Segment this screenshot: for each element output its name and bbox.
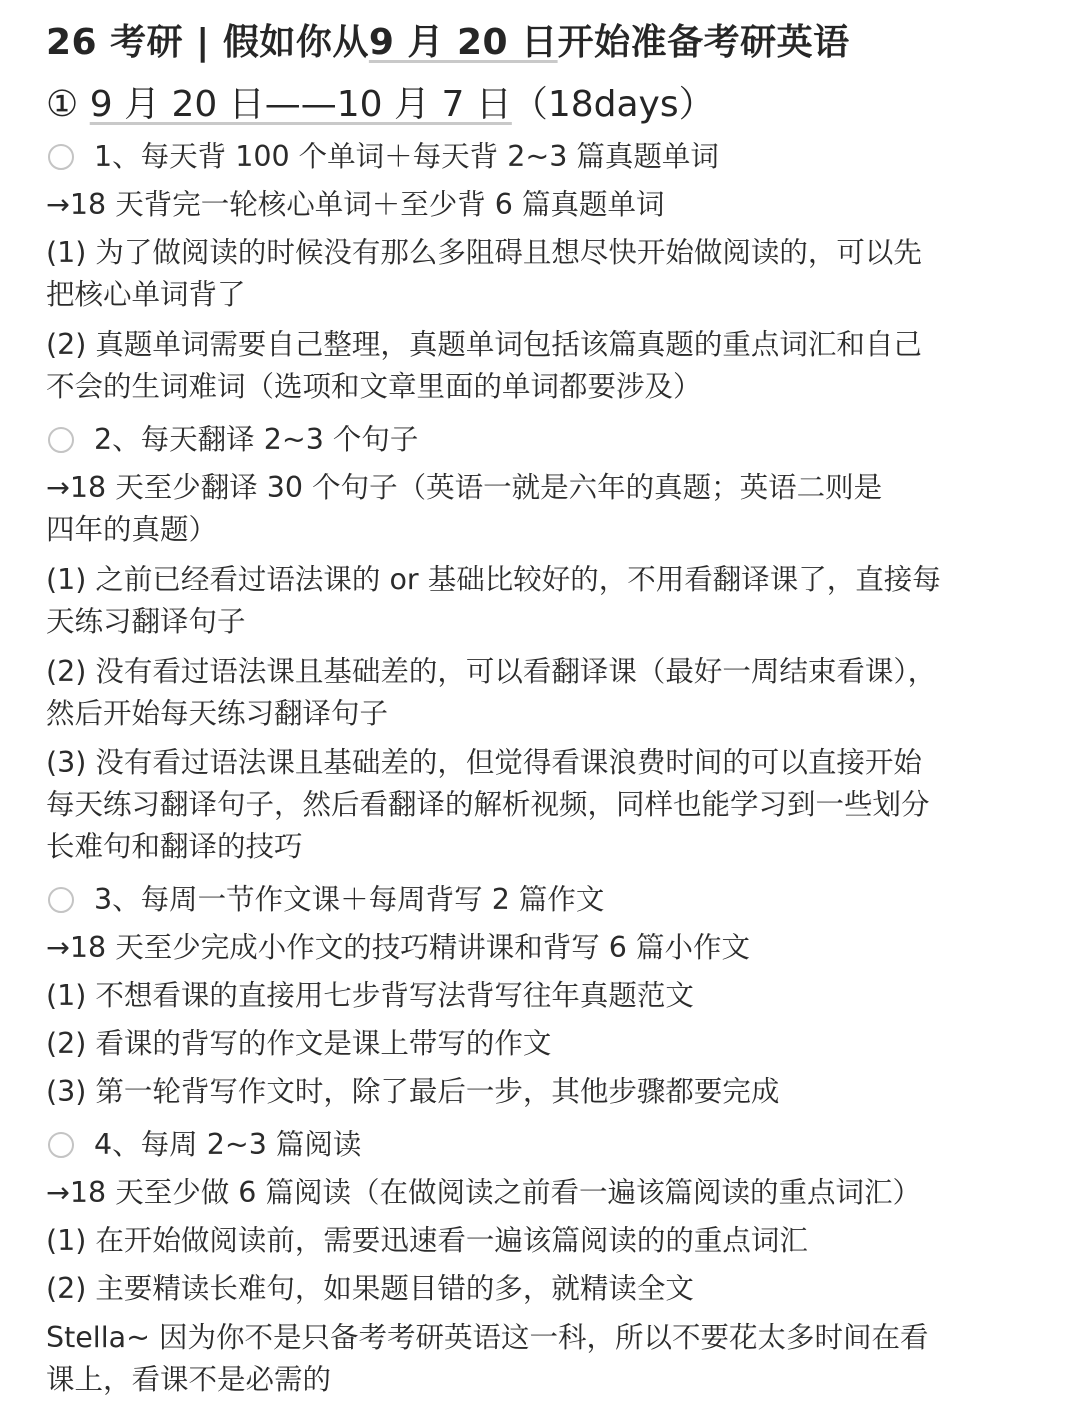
note-line: (2) 主要精读长难句，如果题目错的多，就精读全文 (46, 1272, 694, 1305)
todo-task: 1、每天背 100 个单词＋每天背 2~3 篇真题单词 (94, 140, 719, 173)
section-date-range: 9 月 20 日——10 月 7 日 (89, 84, 512, 125)
todo-goal: →18 天至少完成小作文的技巧精讲课和背写 6 篇小作文 (46, 931, 750, 964)
todo-goal: →18 天至少做 6 篇阅读（在做阅读之前看一遍该篇阅读的重点词汇） (46, 1176, 921, 1209)
note-line: 长难句和翻译的技巧 (46, 830, 303, 863)
title-date: 9 月 20 日 (368, 22, 558, 63)
checkbox-circle-icon[interactable] (48, 1132, 74, 1158)
checkbox-circle-icon[interactable] (48, 144, 74, 170)
todo-item-3[interactable] (46, 878, 604, 922)
note-line: 每天练习翻译句子，然后看翻译的解析视频，同样也能学习到一些划分 (46, 788, 930, 821)
note-line: (2) 看课的背写的作文是课上带写的作文 (46, 1027, 552, 1060)
note-line: (2) 没有看过语法课且基础差的，可以看翻译课（最好一周结束看课）， (46, 655, 937, 688)
note-line: 不会的生词难词（选项和文章里面的单词都要涉及） (46, 370, 702, 403)
todo-task: 3、每周一节作文课＋每周背写 2 篇作文 (94, 883, 605, 916)
note-line: (1) 之前已经看过语法课的 or 基础比较好的，不用看翻译课了，直接每 (46, 563, 941, 596)
section-heading (46, 76, 715, 127)
checkbox-circle-icon[interactable] (48, 887, 74, 913)
checkbox-circle-icon[interactable] (48, 427, 74, 453)
note-line: (2) 真题单词需要自己整理，真题单词包括该篇真题的重点词汇和自己 (46, 328, 922, 361)
note-line: 天练习翻译句子 (46, 605, 246, 638)
note-line: (1) 不想看课的直接用七步背写法背写往年真题范文 (46, 979, 694, 1012)
section-marker: ① (46, 84, 79, 125)
todo-item-4[interactable] (46, 1123, 361, 1167)
note-line: 把核心单词背了 (46, 278, 246, 311)
todo-item-2[interactable] (46, 418, 418, 462)
title-suffix: 开始准备考研英语 (557, 22, 850, 63)
todo-goal: →18 天至少翻译 30 个句子（英语一就是六年的真题；英语二则是 (46, 471, 883, 504)
page-title (46, 14, 850, 65)
todo-goal-cont: 四年的真题） (46, 513, 218, 546)
todo-goal: →18 天背完一轮核心单词＋至少背 6 篇真题单词 (46, 188, 665, 221)
note-line: (3) 第一轮背写作文时，除了最后一步，其他步骤都要完成 (46, 1075, 780, 1108)
title-prefix: 26 考研 | 假如你从 (46, 22, 369, 63)
closing-line: 课上，看课不是必需的 (46, 1363, 332, 1396)
section-days: （18days） (511, 84, 715, 125)
note-line: (3) 没有看过语法课且基础差的，但觉得看课浪费时间的可以直接开始 (46, 746, 922, 779)
note-line: (1) 为了做阅读的时候没有那么多阻碍且想尽快开始做阅读的，可以先 (46, 236, 922, 269)
note-line: 然后开始每天练习翻译句子 (46, 697, 389, 730)
note-line: (1) 在开始做阅读前，需要迅速看一遍该篇阅读的的重点词汇 (46, 1224, 808, 1257)
todo-item-1[interactable] (46, 135, 719, 179)
todo-task: 4、每周 2~3 篇阅读 (94, 1128, 362, 1161)
closing-line: Stella~ 因为你不是只备考考研英语这一科，所以不要花太多时间在看 (46, 1321, 929, 1354)
todo-task: 2、每天翻译 2~3 个句子 (94, 423, 419, 456)
